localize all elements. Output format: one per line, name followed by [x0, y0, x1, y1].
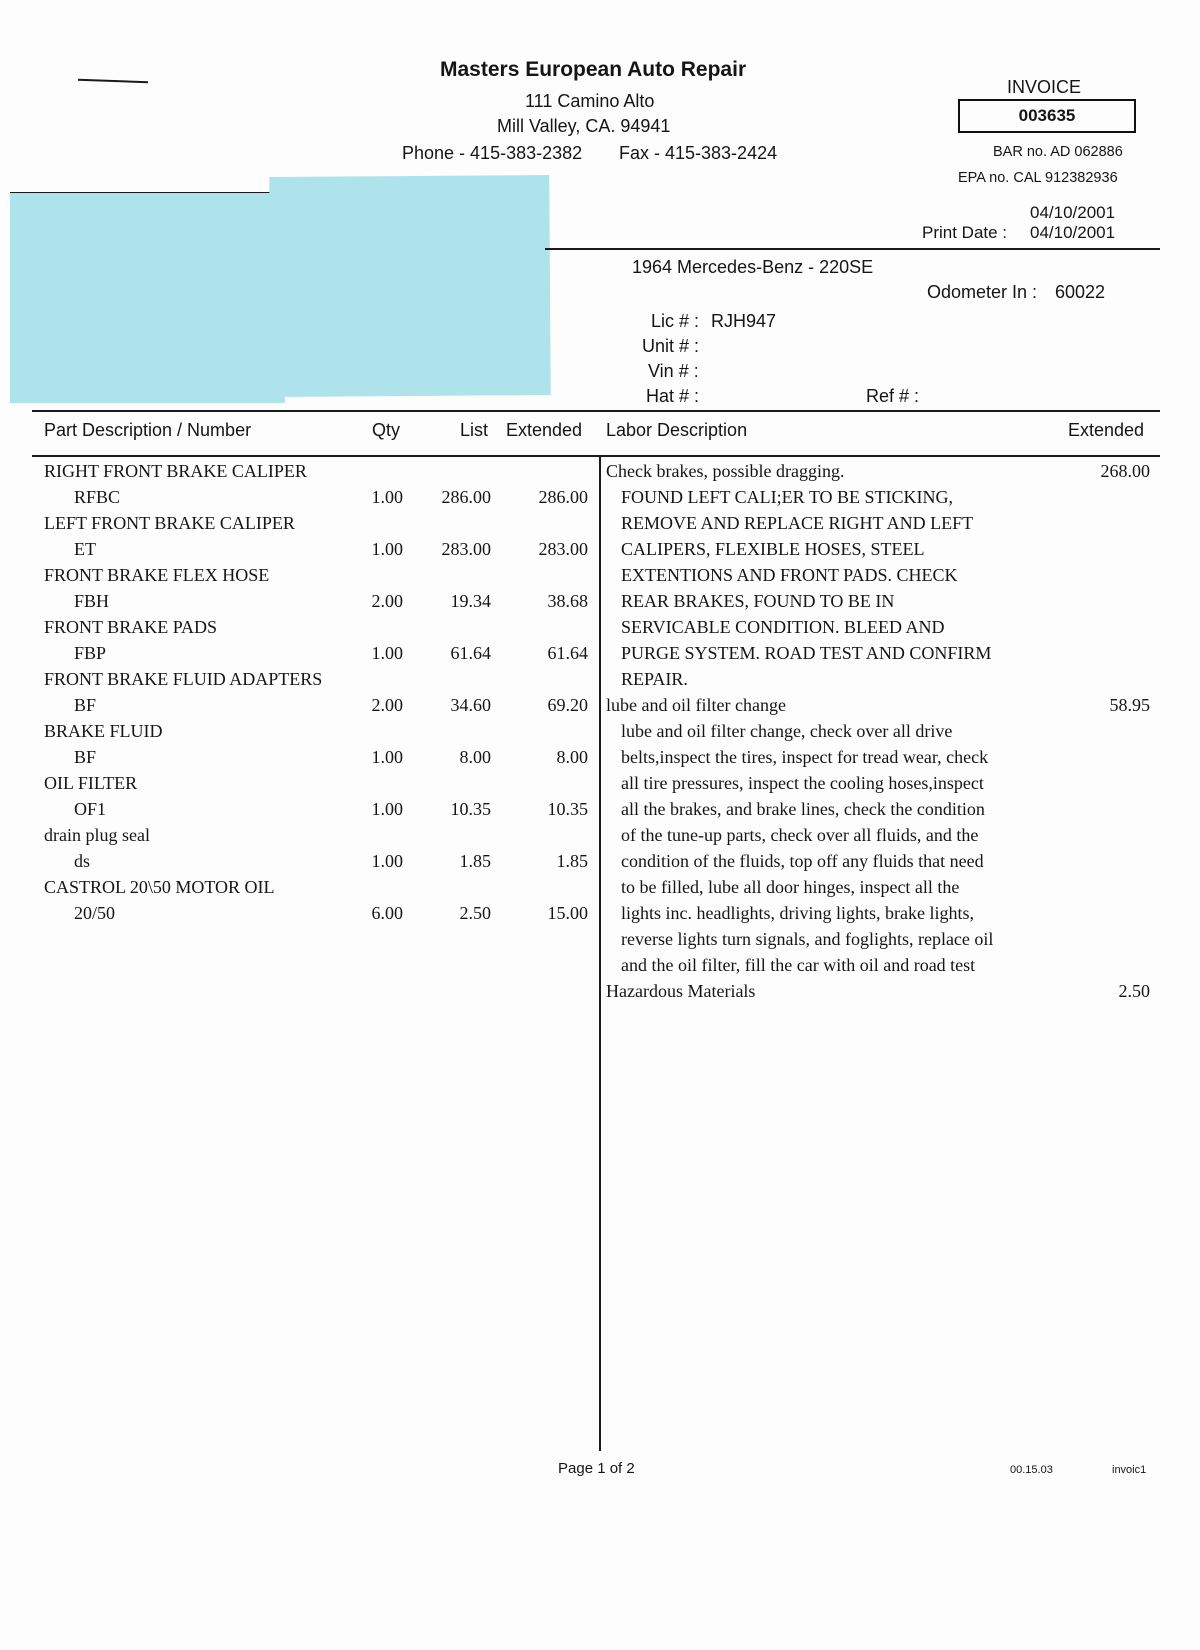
part-extended-price: 15.00	[547, 903, 588, 923]
vehicle-description: 1964 Mercedes-Benz - 220SE	[632, 257, 874, 277]
form-name: invoic1	[1112, 1464, 1147, 1476]
part-extended-price: 61.64	[547, 643, 588, 663]
part-number-row	[0, 539, 600, 565]
part-row	[0, 825, 600, 851]
invoice-number: 003635	[958, 99, 1136, 133]
part-extended-price: 69.20	[547, 695, 588, 715]
labor-amount: 2.50	[1118, 981, 1150, 1001]
labor-title: lube and oil filter change	[606, 695, 786, 715]
phone-number: Phone - 415-383-2382	[402, 143, 583, 163]
part-name: OIL FILTER	[44, 773, 138, 793]
labor-detail-line: FOUND LEFT CALI;ER TO BE STICKING,	[621, 487, 954, 507]
labor-detail-line: all the brakes, and brake lines, check the condition	[621, 799, 985, 819]
part-qty: 2.00	[371, 695, 403, 715]
part-list-price: 34.60	[450, 695, 491, 715]
part-qty: 1.00	[371, 643, 403, 663]
labor-detail-line: all tire pressures, inspect the cooling hoses,inspect	[621, 773, 984, 793]
part-name: CASTROL 20\50 MOTOR OIL	[44, 877, 275, 897]
part-extended-price: 10.35	[547, 799, 588, 819]
part-number-row	[0, 591, 600, 617]
part-name: LEFT FRONT BRAKE CALIPER	[44, 513, 295, 533]
labor-amount: 268.00	[1100, 461, 1150, 481]
part-number: ET	[74, 539, 96, 559]
labor-detail-line: lights inc. headlights, driving lights, brake lights,	[621, 903, 974, 923]
address-line1: 111 Camino Alto	[525, 91, 655, 111]
part-list-price: 10.35	[450, 799, 491, 819]
part-extended-price: 283.00	[538, 539, 588, 559]
part-name: FRONT BRAKE FLUID ADAPTERS	[44, 669, 323, 689]
part-qty: 2.00	[371, 591, 403, 611]
part-row	[0, 617, 600, 643]
labor-detail-line: SERVICABLE CONDITION. BLEED AND	[621, 617, 945, 637]
print-date-label: Print Date :	[922, 223, 1008, 242]
col-qty: Qty	[372, 420, 401, 440]
labor-title: Check brakes, possible dragging.	[606, 461, 845, 481]
part-extended-price: 1.85	[556, 851, 588, 871]
part-qty: 1.00	[371, 851, 403, 871]
epa-number: EPA no. CAL 912382936	[958, 170, 1118, 186]
part-number-row	[0, 747, 600, 773]
labor-detail-line: belts,inspect the tires, inspect for tread wear, check	[621, 747, 989, 767]
col-list: List	[460, 420, 489, 440]
col-part-description: Part Description / Number	[44, 420, 252, 440]
part-list-price: 1.85	[459, 851, 491, 871]
invoice-date: 04/10/2001	[1030, 203, 1116, 222]
fax-number: Fax - 415-383-2424	[619, 143, 778, 163]
part-name: RIGHT FRONT BRAKE CALIPER	[44, 461, 307, 481]
part-number: FBP	[74, 643, 107, 663]
part-qty: 1.00	[371, 487, 403, 507]
labor-detail-line: of the tune-up parts, check over all fluids, and the	[621, 825, 979, 845]
table-header-rule	[32, 455, 1160, 457]
part-number: 20/50	[74, 903, 116, 923]
part-name: drain plug seal	[44, 825, 150, 845]
part-name: FRONT BRAKE FLEX HOSE	[44, 565, 270, 585]
labor-detail-line: REMOVE AND REPLACE RIGHT AND LEFT	[621, 513, 974, 533]
part-list-price: 283.00	[441, 539, 491, 559]
part-number-row	[0, 643, 600, 669]
col-labor-extended: Extended	[1068, 420, 1145, 440]
invoice-label: INVOICE	[1007, 77, 1082, 97]
labor-detail-line: condition of the fluids, top off any fluids that need	[621, 851, 984, 871]
part-extended-price: 8.00	[556, 747, 588, 767]
sticky-note-left	[10, 193, 285, 403]
page-number: Page 1 of 2	[558, 1460, 635, 1477]
part-number: FBH	[74, 591, 110, 611]
ref-label: Ref # :	[866, 386, 920, 406]
part-row	[0, 565, 600, 591]
part-row	[0, 877, 600, 903]
labor-detail-line: REPAIR.	[621, 669, 688, 689]
part-qty: 1.00	[371, 799, 403, 819]
part-list-price: 61.64	[450, 643, 491, 663]
labor-detail-line: REAR BRAKES, FOUND TO BE IN	[621, 591, 895, 611]
part-number: BF	[74, 695, 97, 715]
part-number: BF	[74, 747, 97, 767]
hat-label: Hat # :	[646, 386, 700, 406]
print-date: 04/10/2001	[1030, 223, 1116, 242]
part-row	[0, 461, 600, 487]
odometer-value: 60022	[1055, 282, 1106, 302]
part-number-row	[0, 903, 600, 929]
labor-detail-line: and the oil filter, fill the car with oil and road test	[621, 955, 976, 975]
part-list-price: 286.00	[441, 487, 491, 507]
part-row	[0, 669, 600, 695]
labor-detail-line: reverse lights turn signals, and foglights, replace oil	[621, 929, 994, 949]
labor-detail-line: PURGE SYSTEM. ROAD TEST AND CONFIRM	[621, 643, 992, 663]
part-number-row	[0, 799, 600, 825]
vin-label: Vin # :	[648, 361, 699, 381]
part-name: BRAKE FLUID	[44, 721, 163, 741]
labor-detail-line: CALIPERS, FLEXIBLE HOSES, STEEL	[621, 539, 925, 559]
part-extended-price: 38.68	[547, 591, 588, 611]
part-list-price: 19.34	[450, 591, 491, 611]
col-labor-description: Labor Description	[606, 420, 748, 440]
unit-label: Unit # :	[642, 336, 700, 356]
part-extended-price: 286.00	[538, 487, 588, 507]
table-top-rule	[32, 410, 1160, 412]
part-name: FRONT BRAKE PADS	[44, 617, 218, 637]
part-row	[0, 773, 600, 799]
labor-title: Hazardous Materials	[606, 981, 756, 1001]
part-row	[0, 721, 600, 747]
part-list-price: 2.50	[459, 903, 491, 923]
vehicle-top-rule	[545, 248, 1160, 250]
part-qty: 1.00	[371, 539, 403, 559]
part-number: ds	[74, 851, 91, 871]
part-number: OF1	[74, 799, 107, 819]
bar-number: BAR no. AD 062886	[993, 144, 1123, 160]
labor-detail-line: to be filled, lube all door hinges, inspect all the	[621, 877, 960, 897]
part-qty: 1.00	[371, 747, 403, 767]
col-extended: Extended	[506, 420, 583, 440]
part-row	[0, 513, 600, 539]
labor-amount: 58.95	[1109, 695, 1150, 715]
address-line2: Mill Valley, CA. 94941	[497, 116, 671, 136]
odometer-label: Odometer In :	[927, 282, 1038, 302]
part-number-row	[0, 487, 600, 513]
part-qty: 6.00	[371, 903, 403, 923]
company-name: Masters European Auto Repair	[440, 58, 747, 81]
part-number-row	[0, 851, 600, 877]
part-number-row	[0, 695, 600, 721]
part-number: RFBC	[74, 487, 121, 507]
lic-label: Lic # :	[651, 311, 700, 331]
part-list-price: 8.00	[459, 747, 491, 767]
labor-detail-line: EXTENTIONS AND FRONT PADS. CHECK	[621, 565, 958, 585]
sticky-note-right	[269, 175, 551, 397]
form-version: 00.15.03	[1010, 1464, 1053, 1476]
lic-value: RJH947	[711, 311, 777, 331]
labor-detail-line: lube and oil filter change, check over all drive	[621, 721, 953, 741]
